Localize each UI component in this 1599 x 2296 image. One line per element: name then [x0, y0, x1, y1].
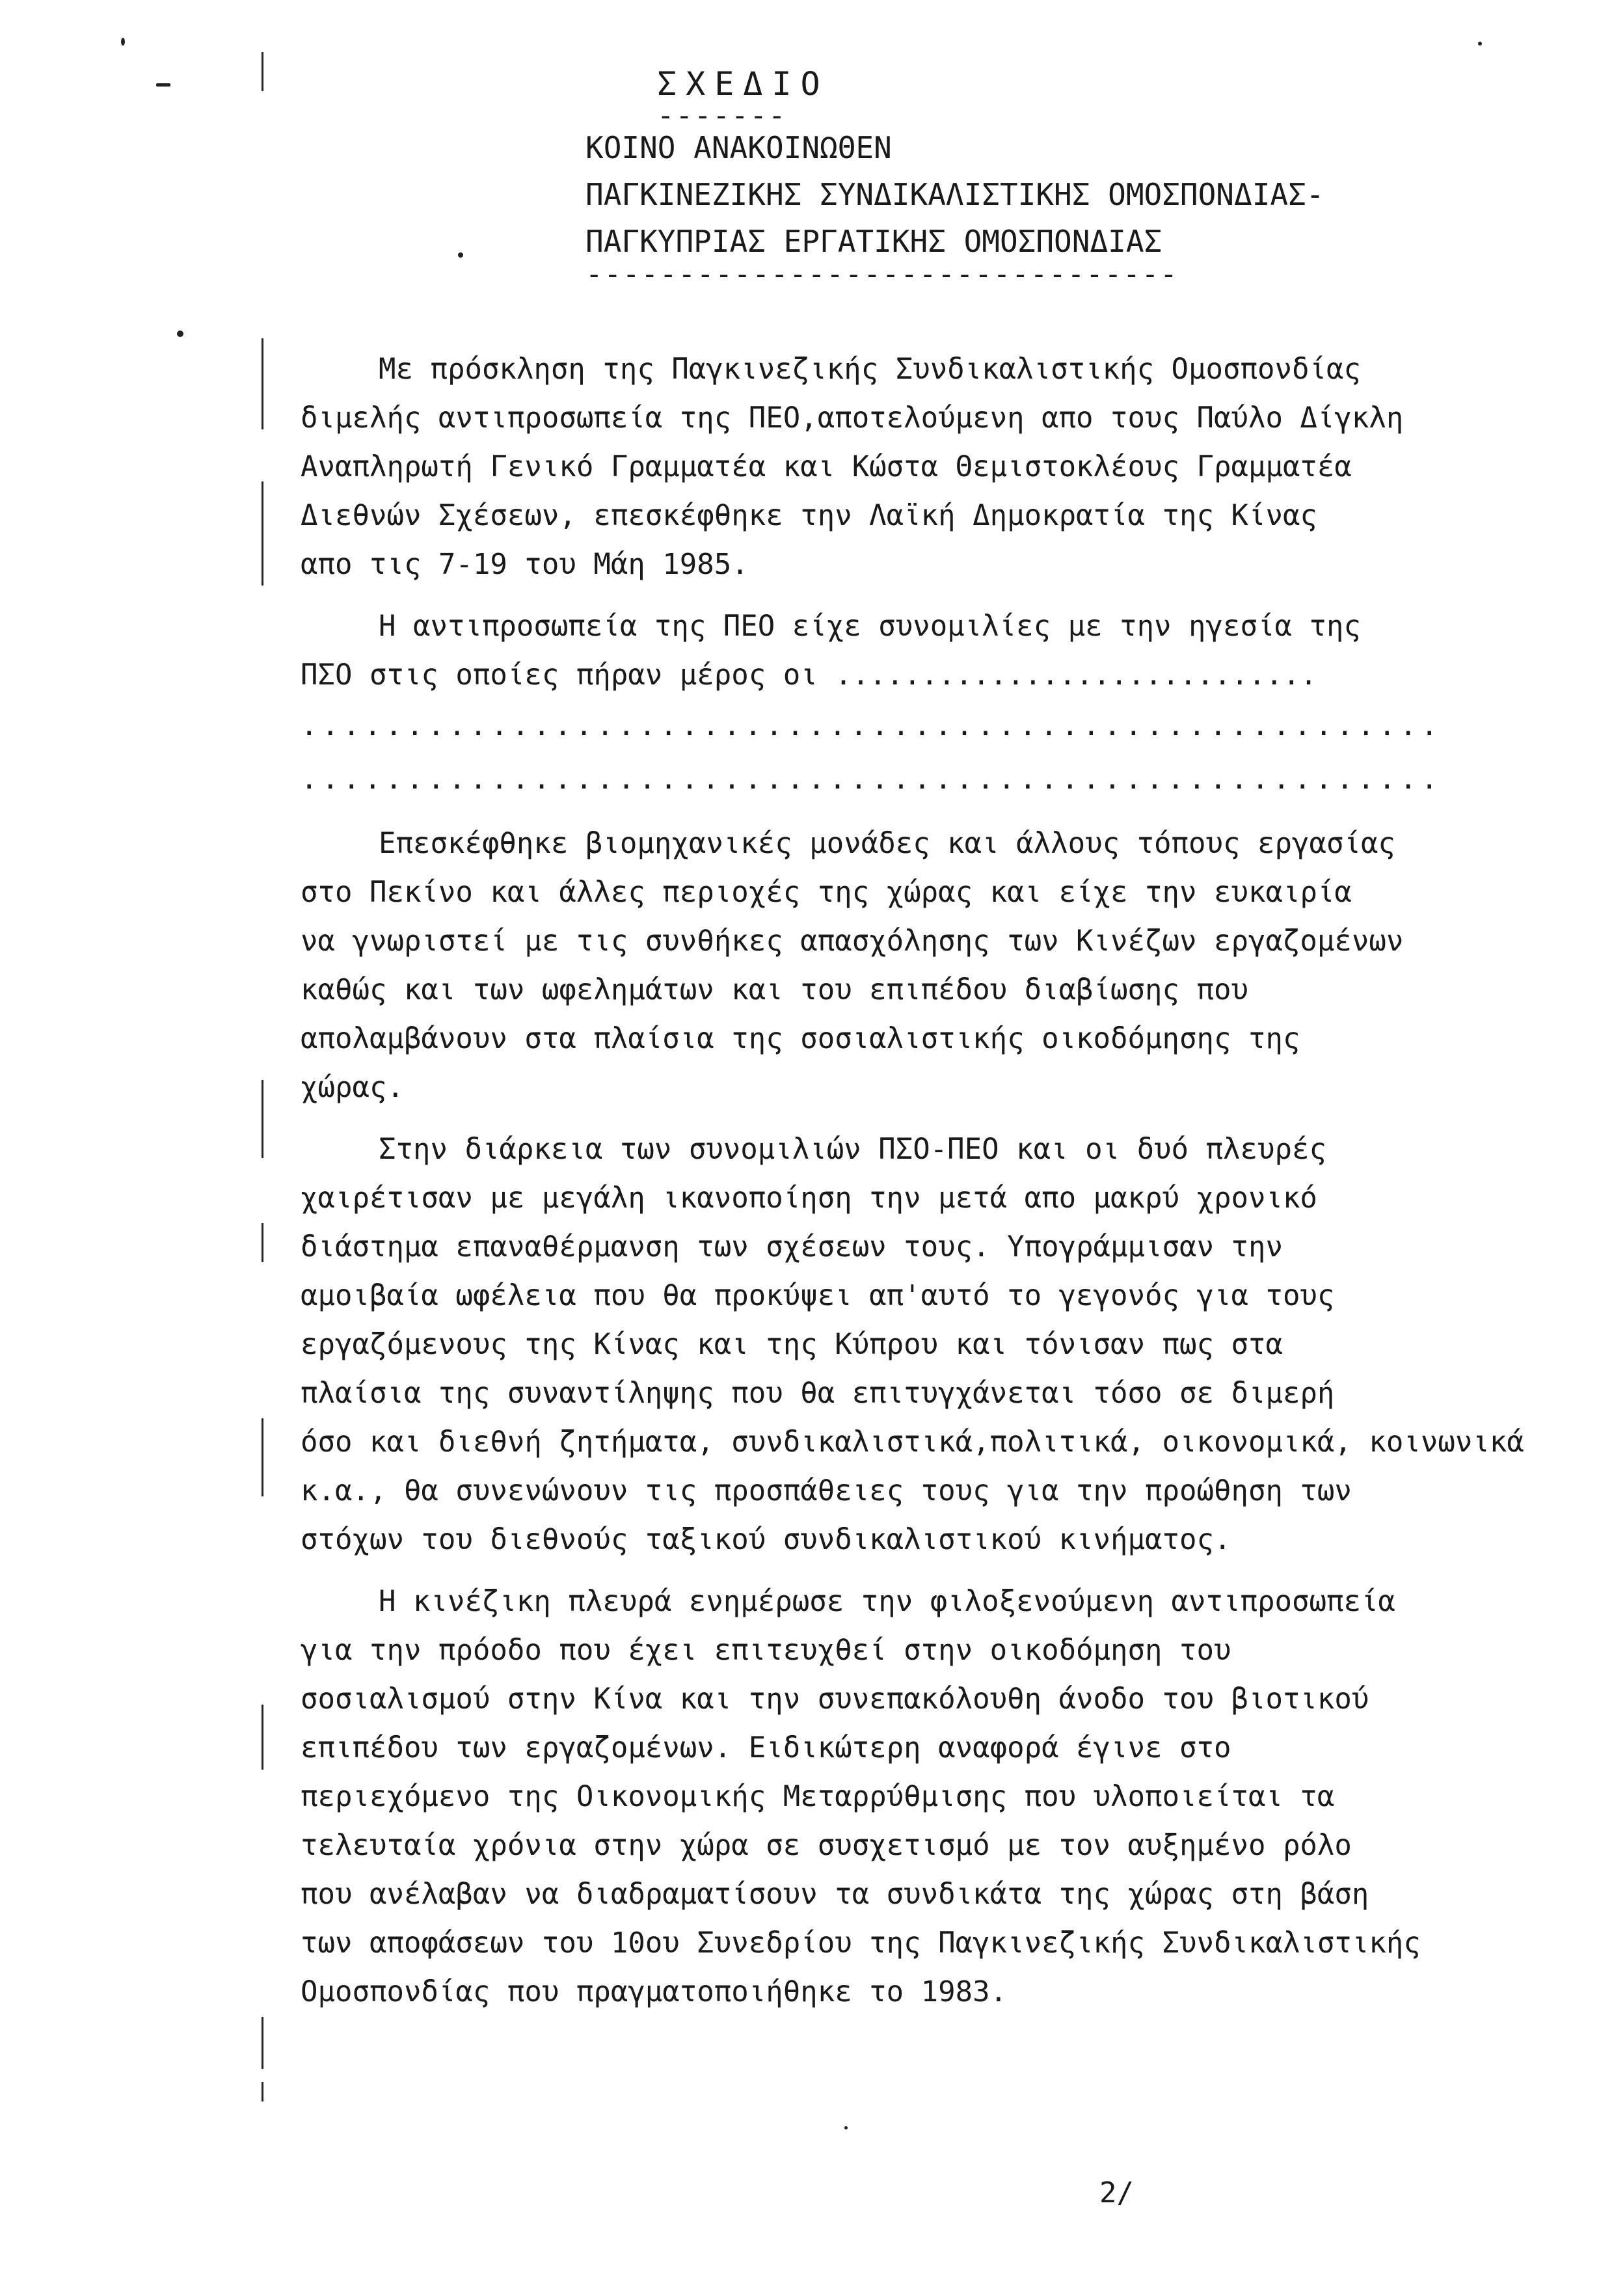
text-line: Επεσκέφθηκε βιομηχανικές μονάδες και άλλους τόπους εργασίας	[379, 827, 1395, 860]
text-line: Με πρόσκληση της Παγκινεζικής Συνδικαλιστικής Ομοσπονδίας	[379, 353, 1361, 386]
margin-rule-4	[262, 1223, 263, 1262]
text-line: Αναπληρωτή Γενικό Γραμματέα και Κώστα Θεμιστοκλέους Γραμματέα	[301, 450, 1352, 483]
margin-rule-2	[262, 481, 263, 586]
scan-speck	[121, 38, 125, 46]
margin-rule-1	[262, 338, 263, 429]
subheading-acftu: ΠΑΓΚΙΝΕΖΙΚΗΣ ΣΥΝΔΙΚΑΛΙΣΤΙΚΗΣ ΟΜΟΣΠΟΝΔΙΑΣ-	[585, 177, 1324, 212]
text-line: που ανέλαβαν να διαδραματίσουν τα συνδικάτα της χώρας στη βάση	[301, 1878, 1369, 1911]
text-line: όσο και διεθνή ζητήματα, συνδικαλιστικά,πολιτικά, οικονομικά, κοινωνικά	[301, 1425, 1524, 1459]
paragraph-invitation	[301, 345, 1576, 589]
title-underline: -------	[657, 99, 787, 132]
text-line: κ.α., θα συνενώνουν τις προσπάθειες τους για την προώθηση των	[301, 1474, 1352, 1507]
blank-fill-line: ......................................................	[301, 709, 1442, 742]
margin-rule-7	[262, 2017, 263, 2069]
scan-speck	[177, 331, 183, 337]
blank-fill-line: ......................................................	[301, 763, 1442, 796]
text-line: ΠΣΟ στις οποίες πήραν μέρος οι ............................	[301, 658, 1317, 692]
text-line: εργαζόμενους της Κίνας και της Κύπρου και τόνισαν πως στα	[301, 1328, 1283, 1361]
text-line: στόχων του διεθνούς ταξικού συνδικαλιστικού κινήματος.	[301, 1523, 1231, 1556]
text-line: καθώς και των ωφελημάτων και του επιπέδου διαβίωσης που	[301, 973, 1248, 1006]
scan-speck	[844, 2126, 848, 2129]
text-line: επιπέδου των εργαζομένων. Ειδικώτερη αναφορά έγινε στο	[301, 1731, 1231, 1764]
text-line: Η κινέζικη πλευρά ενημέρωσε την φιλοξενούμενη αντιπροσωπεία	[379, 1585, 1395, 1618]
document-body	[301, 345, 1576, 2016]
text-line: διμελής αντιπροσωπεία της ΠΕΟ,αποτελούμενη απο τους Παύλο Δίγκλη	[301, 401, 1404, 435]
margin-rule-6	[262, 1705, 263, 1770]
subheading-underline: --------------------------------	[585, 258, 1179, 291]
text-line: απο τις 7-19 του Μάη 1985.	[301, 548, 749, 581]
margin-rule-top	[262, 52, 263, 91]
text-line: χώρας.	[301, 1071, 404, 1104]
text-line: περιεχόμενο της Οικονομικής Μεταρρύθμισης που υλοποιείται τα	[301, 1780, 1335, 1813]
text-line: τελευταία χρόνια στην χώρα σε συσχετισμό με τον αυξημένο ρόλο	[301, 1829, 1352, 1862]
text-line: να γνωριστεί με τις συνθήκες απασχόλησης των Κινέζων εργαζομένων	[301, 925, 1404, 958]
margin-rule-8	[262, 2082, 263, 2101]
margin-rule-3	[262, 1080, 263, 1158]
text-line: Διεθνών Σχέσεων, επεσκέφθηκε την Λαϊκή Δημοκρατία της Κίνας	[301, 499, 1317, 532]
text-line: διάστημα επαναθέρμανση των σχέσεων τους. Υπογράμμισαν την	[301, 1230, 1283, 1263]
scan-speck	[156, 83, 170, 87]
scan-speck	[1478, 42, 1482, 46]
subheading-joint-communique: ΚΟΙΝΟ ΑΝΑΚΟΙΝΩΘΕΝ	[585, 130, 892, 165]
text-line: χαιρέτισαν με μεγάλη ικανοποίηση την μετά απο μακρύ χρονικό	[301, 1182, 1317, 1215]
text-line: πλαίσια της συναντίληψης που θα επιτυγχάνεται τόσο σε διμερή	[301, 1377, 1335, 1410]
subheading-peo: ΠΑΓΚΥΠΡΙΑΣ ΕΡΓΑΤΙΚΗΣ ΟΜΟΣΠΟΝΔΙΑΣ	[585, 224, 1162, 259]
paragraph-chinese-side	[301, 1577, 1576, 2016]
margin-rule-5	[262, 1418, 263, 1496]
paragraph-relations	[301, 1125, 1576, 1564]
text-line: στο Πεκίνο και άλλες περιοχές της χώρας και είχε την ευκαιρία	[301, 876, 1352, 909]
text-line: για την πρόοδο που έχει επιτευχθεί στην οικοδόμηση του	[301, 1634, 1231, 1667]
scan-speck	[458, 252, 463, 258]
paragraph-visits	[301, 819, 1576, 1112]
page-number: 2/	[1099, 2176, 1134, 2209]
text-line: Η αντιπροσωπεία της ΠΕΟ είχε συνομιλίες με την ηγεσία της	[379, 610, 1361, 643]
text-line: των αποφάσεων του 10ου Συνεδρίου της Παγκινεζικής Συνδικαλιστικής	[301, 1926, 1421, 1960]
text-line: Στην διάρκεια των συνομιλιών ΠΣΟ-ΠΕΟ και οι δυό πλευρές	[379, 1133, 1326, 1166]
document-title: ΣΧΕΔΙΟ	[657, 65, 829, 103]
text-line: σοσιαλισμού στην Κίνα και την συνεπακόλουθη άνοδο του βιοτικού	[301, 1682, 1369, 1716]
paragraph-talks	[301, 602, 1576, 806]
text-line: Ομοσπονδίας που πραγματοποιήθηκε το 1983.	[301, 1975, 1008, 2008]
text-line: αμοιβαία ωφέλεια που θα προκύψει απ'αυτό το γεγονός για τους	[301, 1279, 1335, 1312]
text-line: απολαμβάνουν στα πλαίσια της σοσιαλιστικής οικοδόμησης της	[301, 1022, 1300, 1055]
